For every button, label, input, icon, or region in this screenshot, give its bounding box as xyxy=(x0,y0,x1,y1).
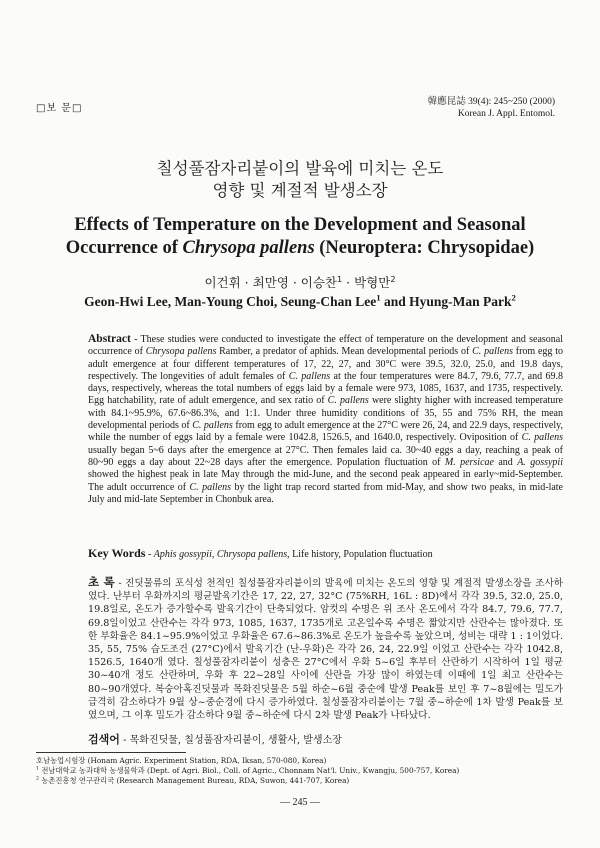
species-name: C. pallens xyxy=(189,481,232,493)
title-english-line1: Effects of Temperature on the Development and Seasonal xyxy=(74,215,526,235)
footnotes xyxy=(36,756,576,786)
keyword: Aphis gossypii xyxy=(153,549,212,560)
author-text: Geon-Hwi Lee, Man-Young Choi, Seung-Chan Lee xyxy=(84,294,377,309)
title-en-part: (Neuroptera: Chrysopidae) xyxy=(314,238,535,258)
abstract-text: at the four temperatures were 84.7, 79.6, 77.7, and 69.8 days, respectively, whereas the total numbers of eggs laid by a female were 973, 1085, 1637, and 1735, respectively. Egg hatchability, rate of adult emergence, and sex ratio of xyxy=(88,370,563,407)
journal-reference xyxy=(428,96,555,120)
title-en-part: Occurrence of xyxy=(65,238,183,258)
abstract-text: were slighty higher with increased temperature with 84.1~95.9%, 67.6~86.3%, and 1:1. Under three humidity conditions of 35, 55 and 75% RH, the mean developmental periods of xyxy=(88,395,563,432)
abstract-text: usually began 5~6 days after the emergence at 27°C. Then females laid ca. 30~40 eggs a day, reaching a peak of 80~90 eggs a day about 22~28 days after the emergence. Population fluctuation of xyxy=(88,444,563,468)
footnote-affiliation-2 xyxy=(36,776,576,786)
authors-english xyxy=(0,294,600,310)
footnote-text: 농촌진흥청 연구관리국 (Research Management Bureau, RDA, Suwon, 441-707, Korea) xyxy=(39,776,350,785)
keywords-label: Key Words xyxy=(88,546,146,560)
author-text: · 박형만 xyxy=(342,275,391,290)
abstract-korean-text: - 진딧물류의 포식성 천적인 칠성풀잠자리붙이의 발육에 미치는 온도의 영향 및 계절적 발생소장을 조사하였다. 난부터 우화까지의 평균발육기간은 17, 22, 27, 32°C (75%RH, 16L : 8D)에서 각각 39.5, 32.0, 25.0, 19.8일로, 온도가 증가할수록 발육기간이 단축되었다. 암컷의 수명은 위 조사 온도에서 각각 84.7, 79.6, 77.7, 69.8일이었고 산란수는 각각 973, 1085, 1637, 1735개로 고온일수록 수명은 짧았지만 산란수는 많아졌다. 또한 부화율은 84.1~95.9%이었고 우화율은 67.6~86.3%로 온도가 높을수록 높았으며, 성비는 대략 1 : 1이었다. 35, 55, 75% 습도조건 (27°C)에서 발육기간 (난-우화)은 각각 26, 24, 22.9일 이었고 산란수는 각각 1042.8, 1526.5, 1640개 였다. 칠성풀잠자리붙이 성충은 27°C에서 우화 5~6일 후부터 산란하기 시작하여 1일 평균 30~40개 정도 산란하며, 우화 후 22~28일 사이에 산란을 가장 많이 하였는데 이때에 1일 최고 산란수는 80~90개였다. 복숭아혹진딧물과 목화진딧물은 5월 하순~6월 중순에 발생 Peak를 보인 후 7~8월에는 밀도가 급격히 감소하다가 9월 상~중순경에 다시 증가하였다. 칠성풀잠자리붙이는 7월 중~하순에 1차 발생 Peak를 보였으며, 그 이후 밀도가 감소하다 9월 중~하순에 다시 2차 발생 Peak가 나타났다. xyxy=(88,578,563,722)
affiliation-mark: 2 xyxy=(511,292,516,303)
affiliation-mark: 1 xyxy=(376,292,381,303)
keyword: , Life history, Population fluctuation xyxy=(287,549,433,560)
species-name: C. pallens xyxy=(521,432,563,444)
footnote-affiliation-1 xyxy=(36,766,576,776)
author-text: 이건휘 · 최만영 · 이승찬 xyxy=(204,275,338,290)
title-korean-line1: 칠성풀잠자리붙이의 발육에 미치는 온도 xyxy=(156,159,444,178)
title-korean-line2: 영향 및 계절적 발생소장 xyxy=(212,181,388,200)
affiliation-mark: 1 xyxy=(36,766,40,772)
keywords-sep: , xyxy=(211,549,217,560)
affiliation-mark: 1 xyxy=(337,273,343,284)
keywords-sep: - xyxy=(145,549,154,560)
abstract-label: Abstract xyxy=(88,333,131,345)
species-name: C. pallens xyxy=(288,370,331,382)
footnote-text: 전남대학교 농과대학 농생물학과 (Dept. of Agri. Biol., Coll. of Agric., Chonnam Nat'l. Univ., Kwangju, 500-757, Korea) xyxy=(39,766,460,775)
species-name: M. persicae xyxy=(444,456,494,468)
species-name: Chrysopa pallens xyxy=(145,346,217,358)
page-number: — 245 — xyxy=(280,797,320,808)
title-english xyxy=(0,214,600,260)
journal-ref-ko: 韓應昆誌 39(4): 245~250 (2000) xyxy=(427,97,555,107)
affiliation-mark: 2 xyxy=(36,776,40,782)
species-name: C. pallens xyxy=(327,395,369,407)
title-english-line2 xyxy=(0,237,600,260)
keywords-korean-text: - 목화진딧물, 칠성풀잠자리붙이, 생활사, 발생소장 xyxy=(119,735,342,746)
abstract-text: - These studies were conducted to investigate the effect of temperature on the development and seasonal occurrence of xyxy=(88,334,563,358)
abstract-text: showed the highest peak in late May through the mid-June, and the second peak appeared in early~mid-September. The adult occurrence of xyxy=(88,469,563,493)
abstract-korean-label: 초 록 xyxy=(88,575,115,589)
footnote-divider xyxy=(36,752,186,753)
abstract-korean xyxy=(88,576,563,722)
abstract-text: by the light trap record started from mid-May, and show two peaks, in mid-late July and mid-late September in Chonbuk area. xyxy=(88,481,563,505)
keyword: Chrysopa pallens xyxy=(216,549,288,560)
section-label: □보 문□ xyxy=(36,103,83,114)
keywords-korean xyxy=(88,731,342,747)
species-name: C. pallens xyxy=(472,346,513,358)
authors-korean xyxy=(0,273,600,291)
keywords-korean-label: 검색어 xyxy=(88,733,120,746)
title-korean xyxy=(0,158,600,202)
abstract-text: from egg to adult emergence at the 27°C were 26, 24, and 22.9 days, respectively, while the number of eggs laid by a female were 1042.8, 1526.5, and 1640.0, respectively. Oviposition of xyxy=(88,420,564,444)
species-name: C. pallens xyxy=(192,420,233,432)
affiliation-mark: 2 xyxy=(390,273,396,284)
title-en-species: Chrysopa pallens xyxy=(182,238,315,258)
journal-ref-en: Korean J. Appl. Entomol. xyxy=(457,109,555,119)
abstract-text: and xyxy=(493,456,518,468)
author-text: and Hyung-Man Park xyxy=(380,294,512,309)
footnote-affiliation-0: 호남농업시험장 (Honam Agric. Experiment Station, RDA, Iksan, 570-080, Korea) xyxy=(36,756,327,765)
abstract-text: Ramber, a predator of aphids. Mean developmental periods of xyxy=(216,346,473,358)
abstract-text: from egg to adult emergence at four different temperatures of 17, 22, 27, and 30°C were 39.5, 32.0, 25.0, and 19.8 days, respectively. The longevities of adult females of xyxy=(88,346,563,382)
keywords-english xyxy=(88,547,563,561)
abstract-english xyxy=(88,333,563,506)
species-name: A. gossypii xyxy=(517,456,563,468)
